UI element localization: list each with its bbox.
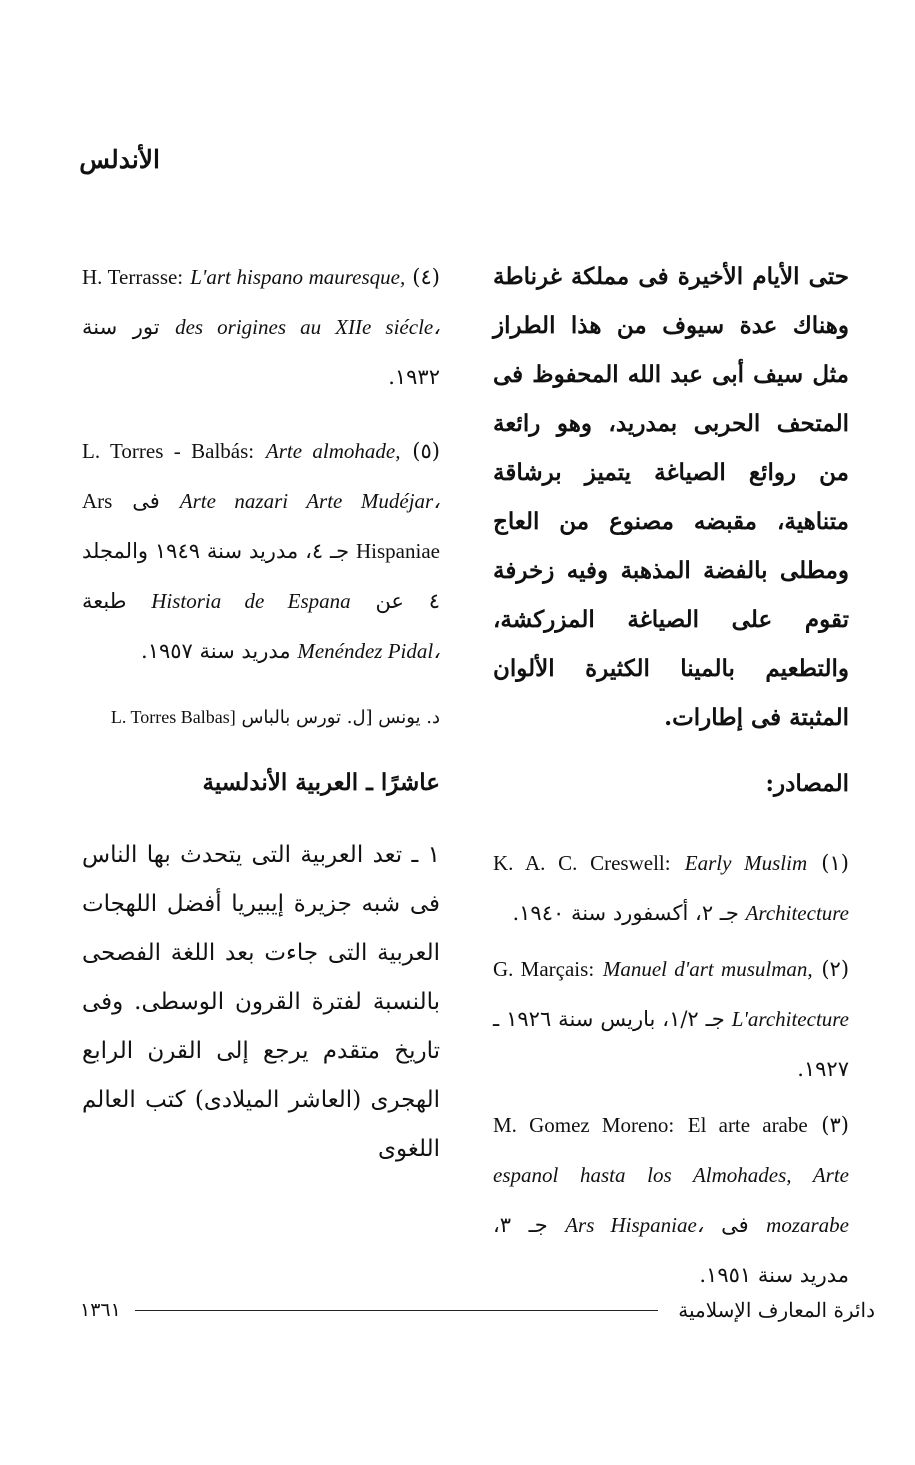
reference-author: K. A. C. Creswell:: [493, 851, 671, 875]
reference-details: جـ ٤، مدريد سنة ١٩٤٩ والمجلد ٤ عن: [82, 539, 440, 613]
reference-3: [493, 1100, 849, 1300]
reference-number: (١): [821, 851, 849, 875]
reference-details: جـ ٣، مدريد سنة ١٩٥١.: [493, 1213, 849, 1287]
author-signature: [82, 694, 440, 741]
reference-title: Arte almohade, Arte nazari Arte Mudéjar،: [179, 439, 440, 513]
reference-author: M. Gomez Moreno:: [493, 1113, 675, 1137]
reference-title-plain: El arte arabe: [687, 1113, 808, 1137]
reference-title: Early Muslim Architecture: [684, 851, 849, 925]
reference-4: [82, 252, 440, 402]
reference-number: (٤): [412, 265, 440, 289]
reference-title-2: Historia de Espana: [151, 589, 351, 613]
running-header: الأندلس: [79, 145, 160, 174]
page-number: ١٣٦١: [80, 1299, 121, 1321]
reference-edition: طبعة: [82, 589, 127, 613]
footer-rule: [135, 1310, 658, 1311]
reference-details-2: مدريد سنة ١٩٥٧.: [141, 639, 291, 663]
body-paragraph: ١ ـ تعد العربية التى يتحدث بها الناس فى شبه جزيرة إيبيريا أفضل اللهجات العربية التى جاءت بعد اللغة الفصحى بالنسبة لفترة القرون الوسطى. وفى تاريخ متقدم يرجع إلى القرن الرابع الهجرى (العاشر الميلادى) كتب العالم اللغوى: [82, 842, 440, 1162]
reference-number: (٣): [821, 1113, 849, 1137]
footer-publication: دائرة المعارف الإسلامية: [678, 1298, 875, 1322]
reference-5: [82, 426, 440, 676]
reference-connector: فى: [132, 489, 160, 513]
sources-heading: المصادر:: [765, 770, 849, 797]
signature-latin: L. Torres Balbas]: [110, 707, 236, 727]
section-heading: عاشرًا ـ العربية الأندلسية: [202, 769, 440, 796]
reference-title: espanol hasta los Almohades, Arte mozarabe: [493, 1163, 849, 1237]
reference-author: H. Terrasse:: [82, 265, 184, 289]
reference-author: G. Marçais:: [493, 957, 595, 981]
reference-1: [493, 838, 849, 938]
reference-editor: Menéndez Pidal،: [297, 639, 440, 663]
signature-arabic: د. يونس [ل. تورس بالباس: [241, 707, 440, 728]
page-footer: [80, 1290, 875, 1330]
reference-series: Ars Hispaniae،: [565, 1213, 704, 1237]
reference-title: Manuel d'art musulman, L'architecture: [602, 957, 849, 1031]
reference-2: [493, 944, 849, 1094]
reference-connector: فى: [721, 1213, 749, 1237]
right-column: [493, 252, 849, 1300]
reference-details: جـ ١/٢، باريس سنة ١٩٢٦ ـ ١٩٢٧.: [493, 1007, 849, 1081]
reference-number: (٥): [412, 439, 440, 463]
reference-author: L. Torres - Balbás:: [82, 439, 255, 463]
reference-details: تور سنة ١٩٣٢.: [82, 315, 440, 389]
body-paragraph: حتى الأيام الأخيرة فى مملكة غرناطة وهناك عدة سيوف من هذا الطراز مثل سيف أبى عبد الله المحفوظ فى المتحف الحربى بمدريد، وهو رائعة من روائع الصياغة يتميز برشاقة متناهية، مقبضه مصنوع من العاج ومطلى بالفضة المذهبة وفيه زخرفة تقوم على الصياغة المزركشة، والتطعيم بالمينا الكثيرة الألوان المثبتة فى إطارات.: [493, 263, 849, 731]
reference-details: جـ ٢، أكسفورد سنة ١٩٤٠.: [512, 901, 739, 925]
reference-series: Ars Hispaniae: [82, 489, 440, 563]
reference-number: (٢): [821, 957, 850, 981]
left-column: [82, 252, 440, 1174]
reference-title: L'art hispano mauresque, des origines au XIIe siécle،: [175, 265, 440, 339]
